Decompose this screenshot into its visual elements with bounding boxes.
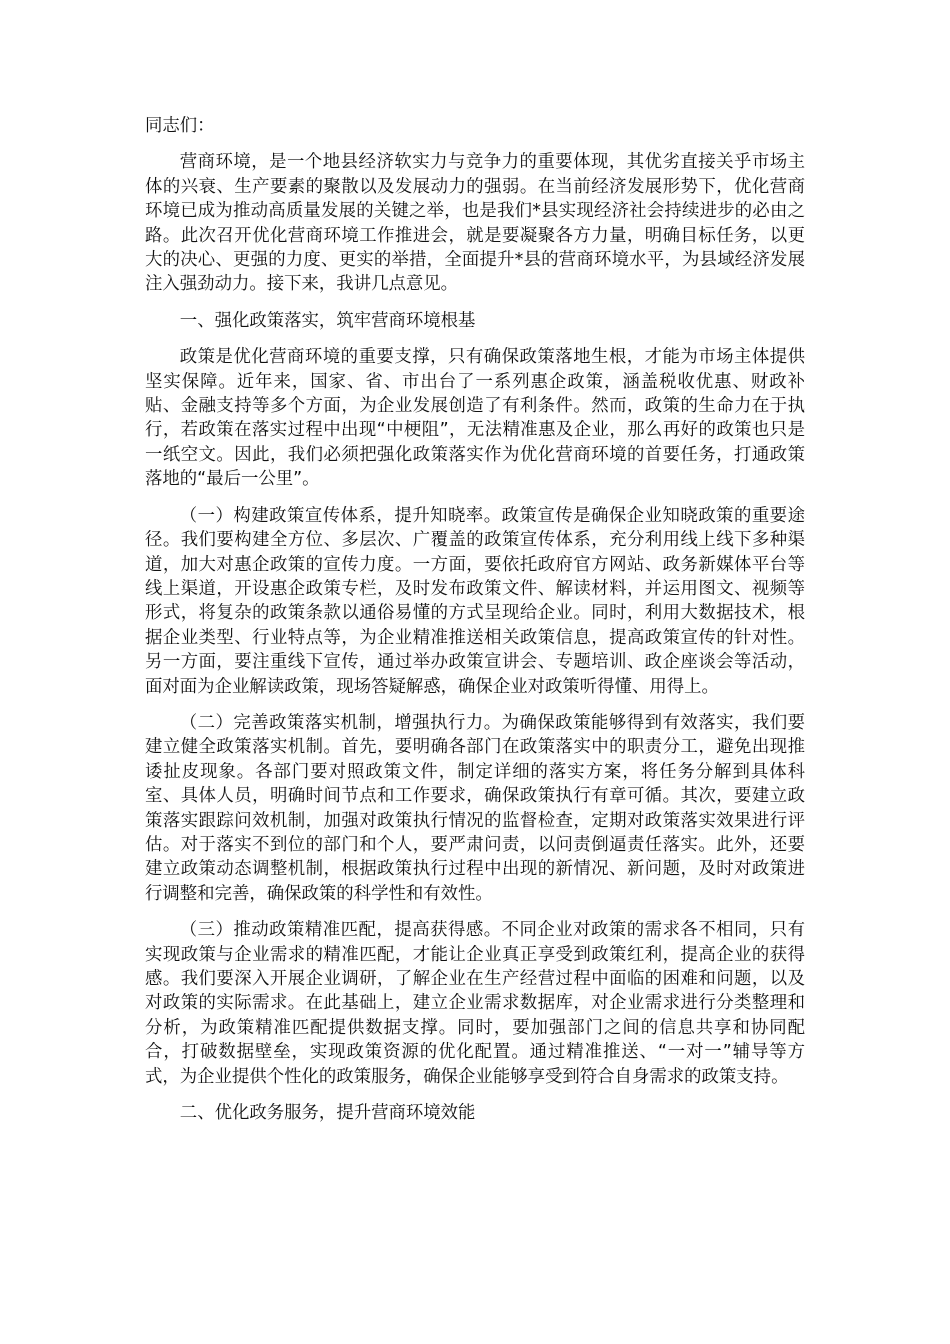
intro-paragraph: 营商环境，是一个地县经济软实力与竞争力的重要体现，其优劣直接关乎市场主体的兴衰、生产要素的聚散以及发展动力的强弱。在当前经济发展形势下，优化营商环境已成为推动高质量发展的关键之举，也是我们*县实现经济社会持续进步的必由之路。此次召开优化营商环境工作推进会，就是要凝聚各方力量，明确目标任务，以更大的决心、更强的力度、更实的举措，全面提升*县的营商环境水平，为县域经济发展注入强劲动力。接下来，我讲几点意见。 xyxy=(145,152,805,295)
subsection-3-paragraph: （三）推动政策精准匹配，提高获得感。不同企业对政策的需求各不相同，只有实现政策与企业需求的精准匹配，才能让企业真正享受到政策红利，提高企业的获得感。我们要深入开展企业调研，了解企业在生产经营过程中面临的困难和问题，以及对政策的实际需求。在此基础上，建立企业需求数据库，对企业需求进行分类整理和分析，为政策精准匹配提供数据支撑。同时，要加强部门之间的信息共享和协同配合，打破数据壁垒，实现政策资源的优化配置。通过精准推送、“一对一”辅导等方式，为企业提供个性化的政策服务，确保企业能够享受到符合自身需求的政策支持。 xyxy=(145,920,805,1087)
subsection-1-paragraph: （一）构建政策宣传体系，提升知晓率。政策宣传是确保企业知晓政策的重要途径。我们要构建全方位、多层次、广覆盖的政策宣传体系，充分利用线上线下多种渠道，加大对惠企政策的宣传力度。一方面，要依托政府官方网站、政务新媒体平台等线上渠道，开设惠企政策专栏，及时发布政策文件、解读材料，并运用图文、视频等形式，将复杂的政策条款以通俗易懂的方式呈现给企业。同时，利用大数据技术，根据企业类型、行业特点等，为企业精准推送相关政策信息，提高政策宣传的针对性。另一方面，要注重线下宣传，通过举办政策宣讲会、专题培训、政企座谈会等活动，面对面为企业解读政策，现场答疑解惑，确保企业对政策听得懂、用得上。 xyxy=(145,505,805,697)
section-heading-1: 一、强化政策落实，筑牢营商环境根基 xyxy=(179,310,476,331)
salutation: 同志们： xyxy=(145,116,215,136)
subsection-2-paragraph: （二）完善政策落实机制，增强执行力。为确保政策能够得到有效落实，我们要建立健全政策落实机制。首先，要明确各部门在政策落实中的职责分工，避免出现推诿扯皮现象。各部门要对照政策文件，制定详细的落实方案，将任务分解到具体科室、具体人员，明确时间节点和工作要求，确保政策执行有章可循。其次，要建立政策落实跟踪问效机制，加强对政策执行情况的监督检查，定期对政策落实效果进行评估。对于落实不到位的部门和个人，要严肃问责，以问责倒逼责任落实。此外，还要建立政策动态调整机制，根据政策执行过程中出现的新情况、新问题，及时对政策进行调整和完善，确保政策的科学性和有效性。 xyxy=(145,712,805,904)
document-page xyxy=(145,114,805,1137)
section-heading-2: 二、优化政务服务，提升营商环境效能 xyxy=(179,1103,476,1124)
section-1-paragraph: 政策是优化营商环境的重要支撑，只有确保政策落地生根，才能为市场主体提供坚实保障。近年来，国家、省、市出台了一系列惠企政策，涵盖税收优惠、财政补贴、金融支持等多个方面，为企业发展创造了有利条件。然而，政策的生命力在于执行，若政策在落实过程中出现“中梗阻”，无法精准惠及企业，那么再好的政策也只是一纸空文。因此，我们必须把强化政策落实作为优化营商环境的首要任务，打通政策落地的“最后一公里”。 xyxy=(145,347,805,490)
